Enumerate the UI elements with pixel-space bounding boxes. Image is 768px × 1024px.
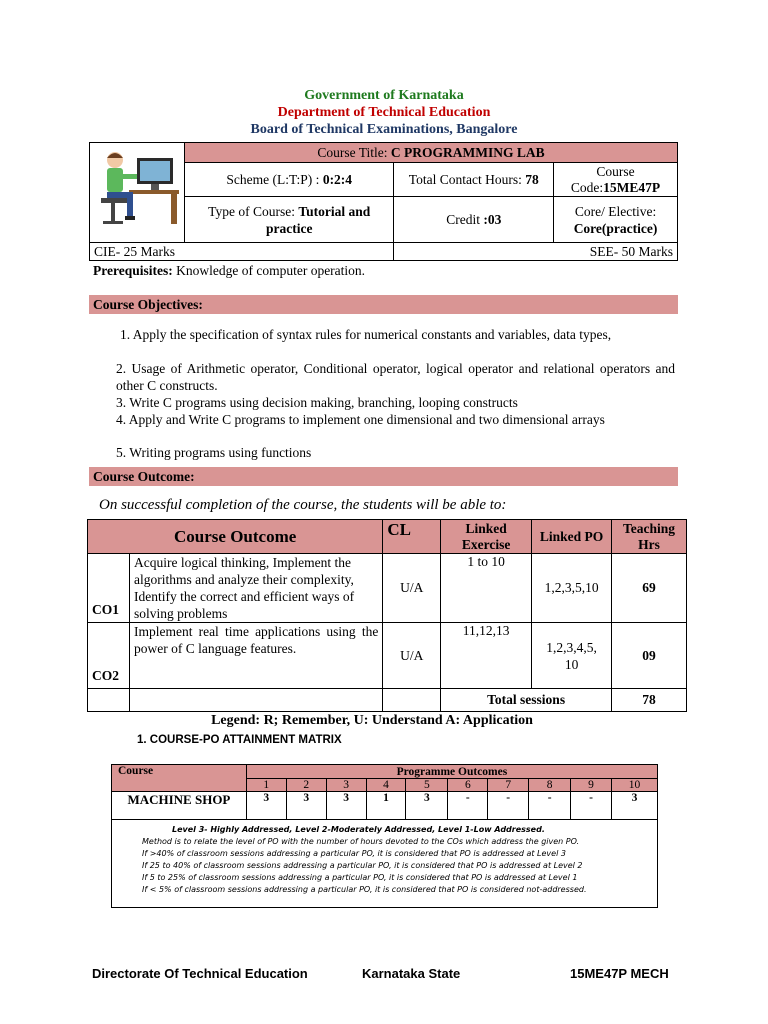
total-sessions-value: 78 bbox=[612, 689, 687, 712]
matrix-note: If 25 to 40% of classroom sessions addressing a particular PO, it is considered that PO is addressed at Level 2 bbox=[142, 861, 583, 870]
matrix-note: If >40% of classroom sessions addressing a particular PO, it is considered that PO is addressed at Level 3 bbox=[142, 849, 566, 858]
see-marks: SEE- 50 Marks bbox=[394, 243, 678, 261]
po-number: 4 bbox=[366, 779, 406, 792]
course-type-cell: Type of Course: Tutorial and practice bbox=[184, 197, 393, 243]
co-text: Implement real time applications using the power of C language features. bbox=[129, 623, 382, 689]
po-number: 10 bbox=[611, 779, 657, 792]
po-number: 5 bbox=[406, 779, 448, 792]
co-hrs: 09 bbox=[612, 623, 687, 689]
footer-directorate: Directorate Of Technical Education bbox=[92, 966, 308, 981]
objective-4: 4. Apply and Write C programs to implement one dimensional and two dimensional arrays bbox=[116, 412, 605, 427]
matrix-note: Level 3- Highly Addressed, Level 2-Moderately Addressed, Level 1-Low Addressed. bbox=[172, 825, 545, 834]
po-value: 3 bbox=[326, 792, 366, 820]
course-objectives-heading: Course Objectives: bbox=[89, 295, 678, 314]
po-value: 1 bbox=[366, 792, 406, 820]
col-teaching-hrs: Teaching Hrs bbox=[612, 520, 687, 554]
matrix-note: If < 5% of classroom sessions addressing a particular PO, it is considered that PO is considered not-addressed. bbox=[142, 885, 587, 894]
co-cl: U/A bbox=[383, 623, 441, 689]
col-linked-po: Linked PO bbox=[532, 520, 612, 554]
objective-3: 3. Write C programs using decision making, branching, looping constructs bbox=[116, 395, 518, 410]
co-exercise: 11,12,13 bbox=[441, 623, 532, 689]
objective-5: 5. Writing programs using functions bbox=[116, 445, 312, 460]
credit-cell: Credit :03 bbox=[394, 197, 554, 243]
co-hrs: 69 bbox=[612, 554, 687, 623]
course-info-table bbox=[89, 142, 678, 261]
course-code-cell: Course Code:15ME47P bbox=[554, 163, 678, 197]
po-value: 3 bbox=[611, 792, 657, 820]
objective-2: 2. Usage of Arithmetic operator, Conditional operator, logical operator and relational operators and other C constructs. bbox=[116, 361, 675, 393]
matrix-notes bbox=[112, 820, 658, 908]
po-number: 1 bbox=[246, 779, 286, 792]
header-department: Department of Technical Education bbox=[277, 105, 491, 120]
computer-operator-image bbox=[90, 143, 185, 243]
co-id: CO2 bbox=[88, 623, 130, 689]
header-board: Board of Technical Examinations, Bangalore bbox=[250, 122, 518, 137]
po-value: - bbox=[529, 792, 571, 820]
col-linked-exercise: Linked Exercise bbox=[441, 520, 532, 554]
computer-operator-icon bbox=[93, 148, 181, 234]
table-row bbox=[88, 623, 687, 689]
footer-course-code: 15ME47P MECH bbox=[570, 966, 669, 981]
po-value: - bbox=[448, 792, 488, 820]
po-value: 3 bbox=[406, 792, 448, 820]
po-value: 3 bbox=[286, 792, 326, 820]
course-outcome-table bbox=[87, 519, 687, 712]
table-row bbox=[112, 792, 658, 820]
co-po: 1,2,3,4,5,10 bbox=[532, 623, 612, 689]
course-outcome-heading: Course Outcome: bbox=[89, 467, 678, 486]
po-number: 7 bbox=[488, 779, 529, 792]
po-value: 3 bbox=[246, 792, 286, 820]
po-number: 6 bbox=[448, 779, 488, 792]
po-number: 9 bbox=[571, 779, 612, 792]
legend: Legend: R; Remember, U: Understand A: Application bbox=[211, 713, 533, 728]
matrix-row-name: MACHINE SHOP bbox=[112, 792, 247, 820]
po-matrix-table bbox=[111, 764, 658, 908]
matrix-title: 1. COURSE-PO ATTAINMENT MATRIX bbox=[137, 734, 342, 746]
matrix-note: Method is to relate the level of PO with the number of hours devoted to the COs which address the given PO. bbox=[142, 837, 580, 846]
objective-1: 1. Apply the specification of syntax rules for numerical constants and variables, data types, bbox=[120, 327, 612, 342]
footer-state: Karnataka State bbox=[362, 966, 461, 981]
matrix-note: If 5 to 25% of classroom sessions addressing a particular PO, it is considered that PO is addressed at Level 1 bbox=[142, 873, 578, 882]
prerequisites: Prerequisites: Knowledge of computer operation. bbox=[93, 263, 366, 278]
outcome-intro: On successful completion of the course, the students will be able to: bbox=[99, 497, 507, 513]
co-text: Acquire logical thinking, Implement the algorithms and analyze their complexity, Identify the correct and efficient ways of solving problems bbox=[129, 554, 382, 623]
po-number: 8 bbox=[529, 779, 571, 792]
scheme-cell: Scheme (L:T:P) : 0:2:4 bbox=[184, 163, 393, 197]
course-title-cell: Course Title: C PROGRAMMING LAB bbox=[184, 143, 677, 163]
matrix-course-label: Course bbox=[112, 765, 247, 792]
total-sessions-label: Total sessions bbox=[441, 689, 612, 712]
co-id: CO1 bbox=[88, 554, 130, 623]
contact-hours-cell: Total Contact Hours: 78 bbox=[394, 163, 554, 197]
co-po: 1,2,3,5,10 bbox=[532, 554, 612, 623]
po-value: - bbox=[571, 792, 612, 820]
col-cl: CL bbox=[383, 520, 441, 554]
po-number: 2 bbox=[286, 779, 326, 792]
co-cl: U/A bbox=[383, 554, 441, 623]
matrix-po-label: Programme Outcomes bbox=[246, 765, 657, 779]
po-number: 3 bbox=[326, 779, 366, 792]
cie-marks: CIE- 25 Marks bbox=[90, 243, 394, 261]
core-elective-cell: Core/ Elective: Core(practice) bbox=[554, 197, 678, 243]
table-row bbox=[88, 554, 687, 623]
po-value: - bbox=[488, 792, 529, 820]
header-government: Government of Karnataka bbox=[304, 88, 464, 103]
co-exercise: 1 to 10 bbox=[441, 554, 532, 623]
col-course-outcome: Course Outcome bbox=[88, 520, 383, 554]
